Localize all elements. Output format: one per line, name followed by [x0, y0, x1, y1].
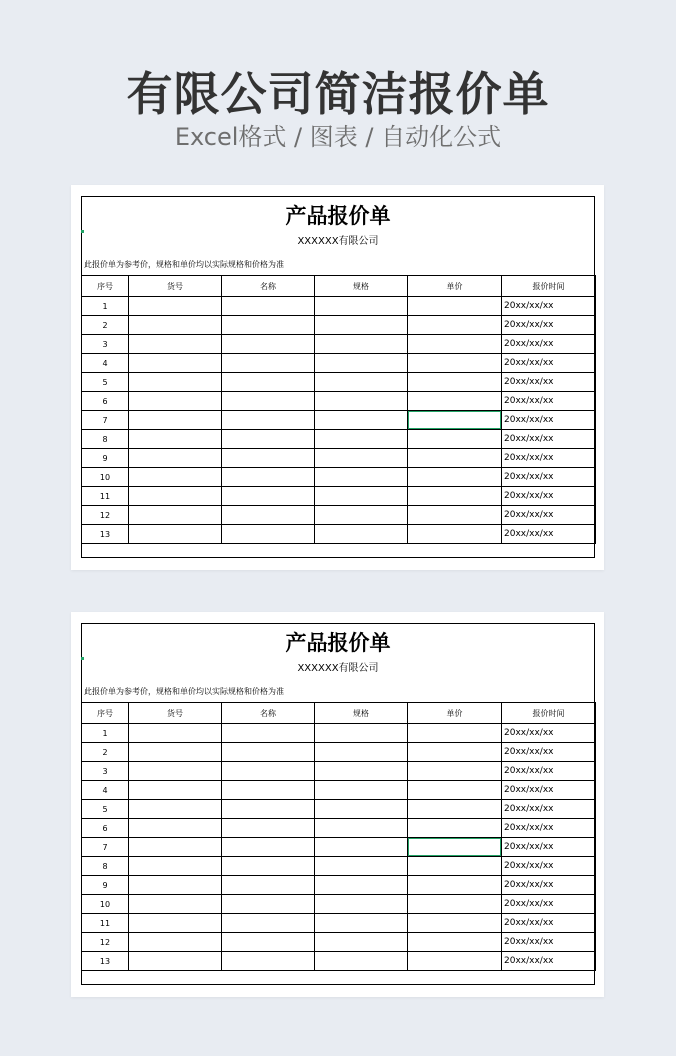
cell-name[interactable] — [222, 430, 315, 449]
cell-item-no[interactable] — [129, 838, 222, 857]
cell-quote-time[interactable]: 20xx/xx/xx — [502, 449, 596, 468]
table-row — [82, 800, 596, 819]
cell-quote-time[interactable]: 20xx/xx/xx — [502, 316, 596, 335]
cell-item-no[interactable] — [129, 857, 222, 876]
table-row — [82, 354, 596, 373]
sheet-title: 产品报价单 — [285, 631, 391, 655]
table-row — [82, 525, 596, 544]
cell-quote-time[interactable]: 20xx/xx/xx — [502, 857, 596, 876]
cell-seq[interactable]: 12 — [82, 933, 129, 952]
cell-unit-price[interactable] — [408, 354, 502, 373]
table-row — [82, 724, 596, 743]
cell-unit-price[interactable] — [408, 933, 502, 952]
cell-name[interactable] — [222, 506, 315, 525]
cell-spec[interactable] — [315, 724, 408, 743]
cell-quote-time[interactable]: 20xx/xx/xx — [502, 373, 596, 392]
cell-quote-time[interactable]: 20xx/xx/xx — [502, 819, 596, 838]
cell-name[interactable] — [222, 525, 315, 544]
sheet-frame — [81, 196, 595, 558]
table-row — [82, 430, 596, 449]
cell-quote-time[interactable]: 20xx/xx/xx — [502, 430, 596, 449]
cell-seq[interactable]: 3 — [82, 762, 129, 781]
cell-unit-price[interactable] — [408, 335, 502, 354]
table-row — [82, 468, 596, 487]
cell-quote-time[interactable]: 20xx/xx/xx — [502, 506, 596, 525]
cell-spec[interactable] — [315, 525, 408, 544]
cell-spec[interactable] — [315, 354, 408, 373]
cell-quote-time[interactable]: 20xx/xx/xx — [502, 743, 596, 762]
cell-seq[interactable]: 4 — [82, 354, 129, 373]
cell-item-no[interactable] — [129, 373, 222, 392]
cell-quote-time[interactable]: 20xx/xx/xx — [502, 838, 596, 857]
cell-item-no[interactable] — [129, 781, 222, 800]
cell-item-no[interactable] — [129, 895, 222, 914]
cell-item-no[interactable] — [129, 762, 222, 781]
table-row — [82, 335, 596, 354]
cell-unit-price[interactable] — [408, 819, 502, 838]
sheet-title: 产品报价单 — [285, 204, 391, 228]
cell-name[interactable] — [222, 838, 315, 857]
cell-item-no[interactable] — [129, 876, 222, 895]
cell-item-no[interactable] — [129, 297, 222, 316]
table-row — [82, 506, 596, 525]
cell-name[interactable] — [222, 373, 315, 392]
cell-name[interactable] — [222, 895, 315, 914]
cell-spec[interactable] — [315, 335, 408, 354]
cell-seq[interactable]: 6 — [82, 392, 129, 411]
cell-spec[interactable] — [315, 392, 408, 411]
cell-seq[interactable]: 1 — [82, 724, 129, 743]
header-spec[interactable]: 规格 — [315, 703, 408, 724]
header-name[interactable]: 名称 — [222, 703, 315, 724]
cell-item-no[interactable] — [129, 724, 222, 743]
price-note: 此报价单为参考价，规格和单价均以实际规格和价格为准 — [84, 260, 284, 269]
cell-spec[interactable] — [315, 819, 408, 838]
cell-spec[interactable] — [315, 876, 408, 895]
cell-quote-time[interactable]: 20xx/xx/xx — [502, 354, 596, 373]
cell-unit-price[interactable] — [408, 392, 502, 411]
cell-unit-price[interactable] — [408, 373, 502, 392]
cell-seq[interactable]: 2 — [82, 743, 129, 762]
cell-spec[interactable] — [315, 297, 408, 316]
cell-spec[interactable] — [315, 468, 408, 487]
header-unit-price[interactable]: 单价 — [408, 703, 502, 724]
header-spec[interactable]: 规格 — [315, 276, 408, 297]
cell-item-no[interactable] — [129, 914, 222, 933]
cell-item-no[interactable] — [129, 316, 222, 335]
cell-unit-price[interactable] — [408, 449, 502, 468]
cell-spec[interactable] — [315, 373, 408, 392]
table-row — [82, 952, 596, 971]
sheet-frame — [81, 623, 595, 985]
cell-item-no[interactable] — [129, 525, 222, 544]
table-row — [82, 857, 596, 876]
cell-spec[interactable] — [315, 316, 408, 335]
table-row — [82, 895, 596, 914]
sheet-preview-1 — [71, 185, 604, 570]
cell-seq[interactable]: 5 — [82, 800, 129, 819]
cell-item-no[interactable] — [129, 430, 222, 449]
header-unit-price[interactable]: 单价 — [408, 276, 502, 297]
cell-seq[interactable]: 10 — [82, 468, 129, 487]
cell-unit-price[interactable] — [408, 724, 502, 743]
cell-name[interactable] — [222, 316, 315, 335]
header-quote-time[interactable]: 报价时间 — [502, 276, 596, 297]
cell-unit-price[interactable] — [408, 487, 502, 506]
cell-unit-price[interactable] — [408, 316, 502, 335]
company-name: XXXXXX有限公司 — [297, 236, 379, 247]
cell-spec[interactable] — [315, 430, 408, 449]
cell-quote-time[interactable]: 20xx/xx/xx — [502, 895, 596, 914]
table-row — [82, 411, 596, 430]
table-row — [82, 373, 596, 392]
cell-spec[interactable] — [315, 411, 408, 430]
cell-seq[interactable]: 13 — [82, 952, 129, 971]
cell-seq[interactable]: 6 — [82, 819, 129, 838]
cell-name[interactable] — [222, 800, 315, 819]
cell-unit-price[interactable] — [408, 857, 502, 876]
cell-name[interactable] — [222, 743, 315, 762]
table-row — [82, 876, 596, 895]
cell-unit-price[interactable] — [408, 468, 502, 487]
cell-unit-price[interactable] — [408, 743, 502, 762]
cell-item-no[interactable] — [129, 952, 222, 971]
cell-quote-time[interactable]: 20xx/xx/xx — [502, 781, 596, 800]
cell-unit-price[interactable] — [408, 506, 502, 525]
cell-unit-price[interactable] — [408, 800, 502, 819]
cell-unit-price[interactable] — [408, 952, 502, 971]
cell-spec[interactable] — [315, 800, 408, 819]
company-name: XXXXXX有限公司 — [297, 663, 379, 674]
table-row — [82, 819, 596, 838]
cell-spec[interactable] — [315, 781, 408, 800]
cell-quote-time[interactable]: 20xx/xx/xx — [502, 914, 596, 933]
cell-name[interactable] — [222, 952, 315, 971]
sheet-preview-2 — [71, 612, 604, 997]
cell-spec[interactable] — [315, 914, 408, 933]
cell-item-no[interactable] — [129, 411, 222, 430]
cell-item-no[interactable] — [129, 392, 222, 411]
table-row — [82, 449, 596, 468]
table-row — [82, 933, 596, 952]
cell-name[interactable] — [222, 411, 315, 430]
cell-unit-price[interactable] — [408, 525, 502, 544]
cell-seq[interactable]: 4 — [82, 781, 129, 800]
table-row — [82, 781, 596, 800]
cell-name[interactable] — [222, 297, 315, 316]
cell-unit-price[interactable] — [408, 914, 502, 933]
cell-item-no[interactable] — [129, 800, 222, 819]
cell-seq[interactable]: 3 — [82, 335, 129, 354]
cell-name[interactable] — [222, 392, 315, 411]
cell-item-no[interactable] — [129, 743, 222, 762]
cell-name[interactable] — [222, 724, 315, 743]
cell-name[interactable] — [222, 876, 315, 895]
cell-item-no[interactable] — [129, 487, 222, 506]
quote-table — [81, 275, 596, 544]
cell-spec[interactable] — [315, 449, 408, 468]
table-header-row — [82, 276, 596, 297]
selected-cell[interactable] — [408, 838, 502, 857]
quote-table — [81, 702, 596, 971]
cell-name[interactable] — [222, 468, 315, 487]
cell-quote-time[interactable]: 20xx/xx/xx — [502, 762, 596, 781]
cell-seq[interactable]: 11 — [82, 914, 129, 933]
cell-unit-price[interactable] — [408, 297, 502, 316]
price-note: 此报价单为参考价，规格和单价均以实际规格和价格为准 — [84, 687, 284, 696]
cell-seq[interactable]: 5 — [82, 373, 129, 392]
cell-quote-time[interactable]: 20xx/xx/xx — [502, 468, 596, 487]
cell-seq[interactable]: 9 — [82, 449, 129, 468]
cell-spec[interactable] — [315, 743, 408, 762]
cell-seq[interactable]: 2 — [82, 316, 129, 335]
cell-item-no[interactable] — [129, 819, 222, 838]
cell-spec[interactable] — [315, 895, 408, 914]
cell-seq[interactable]: 7 — [82, 838, 129, 857]
cell-unit-price[interactable] — [408, 876, 502, 895]
cell-name[interactable] — [222, 762, 315, 781]
cell-quote-time[interactable]: 20xx/xx/xx — [502, 297, 596, 316]
cell-spec[interactable] — [315, 857, 408, 876]
cell-spec[interactable] — [315, 838, 408, 857]
table-row — [82, 487, 596, 506]
table-row — [82, 914, 596, 933]
cell-item-no[interactable] — [129, 468, 222, 487]
table-row — [82, 392, 596, 411]
table-row — [82, 297, 596, 316]
cell-quote-time[interactable]: 20xx/xx/xx — [502, 876, 596, 895]
cell-name[interactable] — [222, 914, 315, 933]
fill-handle[interactable] — [500, 428, 502, 430]
cell-name[interactable] — [222, 781, 315, 800]
cell-quote-time[interactable]: 20xx/xx/xx — [502, 800, 596, 819]
cell-unit-price[interactable] — [408, 895, 502, 914]
cell-item-no[interactable] — [129, 933, 222, 952]
cell-item-no[interactable] — [129, 335, 222, 354]
header-item-no[interactable]: 货号 — [129, 276, 222, 297]
cell-name[interactable] — [222, 335, 315, 354]
cell-quote-time[interactable]: 20xx/xx/xx — [502, 525, 596, 544]
table-row — [82, 316, 596, 335]
header-name[interactable]: 名称 — [222, 276, 315, 297]
cell-unit-price[interactable] — [408, 781, 502, 800]
header-quote-time[interactable]: 报价时间 — [502, 703, 596, 724]
cell-quote-time[interactable]: 20xx/xx/xx — [502, 335, 596, 354]
selected-cell[interactable] — [408, 411, 502, 430]
header-seq[interactable]: 序号 — [82, 703, 129, 724]
cell-quote-time[interactable]: 20xx/xx/xx — [502, 392, 596, 411]
hero-subtitle: Excel格式 / 图表 / 自动化公式 — [174, 123, 502, 151]
cell-quote-time[interactable]: 20xx/xx/xx — [502, 724, 596, 743]
cell-seq[interactable]: 12 — [82, 506, 129, 525]
cell-spec[interactable] — [315, 487, 408, 506]
table-row — [82, 743, 596, 762]
cell-seq[interactable]: 9 — [82, 876, 129, 895]
cell-unit-price[interactable] — [408, 430, 502, 449]
cell-seq[interactable]: 10 — [82, 895, 129, 914]
cell-seq[interactable]: 11 — [82, 487, 129, 506]
cell-spec[interactable] — [315, 933, 408, 952]
cell-spec[interactable] — [315, 952, 408, 971]
cell-unit-price[interactable] — [408, 762, 502, 781]
cell-quote-time[interactable]: 20xx/xx/xx — [502, 487, 596, 506]
cell-name[interactable] — [222, 819, 315, 838]
fill-handle[interactable] — [500, 855, 502, 857]
cell-name[interactable] — [222, 487, 315, 506]
cell-item-no[interactable] — [129, 506, 222, 525]
header-seq[interactable]: 序号 — [82, 276, 129, 297]
table-row — [82, 838, 596, 857]
hero-title: 有限公司简洁报价单 — [126, 67, 550, 121]
cell-spec[interactable] — [315, 762, 408, 781]
cell-name[interactable] — [222, 449, 315, 468]
header-item-no[interactable]: 货号 — [129, 703, 222, 724]
cell-quote-time[interactable]: 20xx/xx/xx — [502, 952, 596, 971]
cell-seq[interactable]: 8 — [82, 857, 129, 876]
cell-seq[interactable]: 1 — [82, 297, 129, 316]
cell-name[interactable] — [222, 933, 315, 952]
cell-quote-time[interactable]: 20xx/xx/xx — [502, 933, 596, 952]
cell-spec[interactable] — [315, 506, 408, 525]
cell-item-no[interactable] — [129, 354, 222, 373]
table-header-row — [82, 703, 596, 724]
cell-quote-time[interactable]: 20xx/xx/xx — [502, 411, 596, 430]
cell-name[interactable] — [222, 857, 315, 876]
cell-seq[interactable]: 7 — [82, 411, 129, 430]
cell-item-no[interactable] — [129, 449, 222, 468]
cell-name[interactable] — [222, 354, 315, 373]
cell-seq[interactable]: 13 — [82, 525, 129, 544]
cell-seq[interactable]: 8 — [82, 430, 129, 449]
table-row — [82, 762, 596, 781]
